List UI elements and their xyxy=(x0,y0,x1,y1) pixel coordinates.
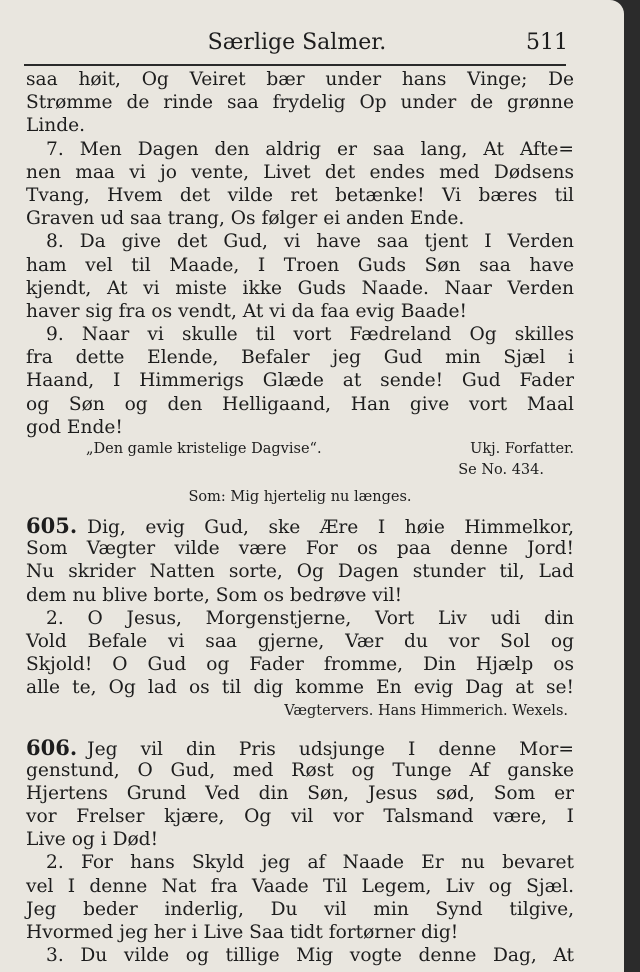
text-line: vor Frelser kjære, Og vil vor Talsmand være, I xyxy=(26,806,574,828)
text-line: og Søn og den Helligaand, Han give vort Maal xyxy=(26,393,574,415)
text-line: Hjertens Grund Ved din Søn, Jesus sød, Som er xyxy=(26,782,574,804)
text-line: nen maa vi jo vente, Livet det endes med Dødsens xyxy=(26,161,574,183)
text-line: Jeg beder inderlig, Du vil min Synd tilgive, xyxy=(26,898,574,920)
text-line: kjendt, At vi miste ikke Guds Naade. Naar Verden xyxy=(26,277,574,299)
author: Ukj. Forfatter. xyxy=(470,441,574,457)
text-line: Haand, I Himmerigs Glæde at sende! Gud Fader xyxy=(26,370,574,392)
text-line: Linde. xyxy=(26,115,86,137)
text-line: Vold Befale vi saa gjerne, Vær du vor Sol og xyxy=(26,630,574,652)
text-line: Strømme de rinde saa frydelig Op under de grønne xyxy=(26,92,574,114)
running-title: Særlige Salmer. xyxy=(207,30,387,55)
page-number: 511 xyxy=(526,30,568,55)
page-body xyxy=(26,68,574,967)
text-span: Dig, evig Gud, ske Ære I høie Himmelkor, xyxy=(87,517,574,538)
verse-start-line: 8. Da give det Gud, vi have saa tjent I Verden xyxy=(46,231,574,253)
text-line: dem nu blive borte, Som os bedrøve vil! xyxy=(26,584,403,606)
text-line: vel I denne Nat fra Vaade Til Legem, Liv og Sjæl. xyxy=(26,875,574,897)
text-line: Som Vægter vilde være For os paa denne Jord! xyxy=(26,538,574,560)
verse-start-line: 2. For hans Skyld jeg af Naade Er nu bevaret xyxy=(46,852,574,874)
hymn-first-line xyxy=(26,736,574,759)
spacer xyxy=(26,722,574,736)
text-line: Skjold! O Gud og Fader fromme, Din Hjælp os xyxy=(26,654,574,676)
text-line: Tvang, Hvem det vilde ret betænke! Vi bæres til xyxy=(26,184,574,206)
text-line: ham vel til Maade, I Troen Guds Søn saa have xyxy=(26,254,574,276)
verse-start-line: 3. Du vilde og tillige Mig vogte denne Dag, At xyxy=(46,945,574,967)
text-line: fra dette Elende, Befaler jeg Gud min Sjæl i xyxy=(26,347,574,369)
hymn-first-line xyxy=(26,514,574,537)
hymn-605-attribution: Vægtervers. Hans Himmerich. Wexels. xyxy=(284,702,568,719)
page-header xyxy=(26,30,568,60)
hymn-604-attribution xyxy=(26,439,574,460)
text-line: haver sig fra os vendt, At vi da faa evig Baade! xyxy=(26,300,467,322)
source-title: „Den gamle kristelige Dagvise“. xyxy=(86,441,322,457)
text-line: Graven ud saa trang, Os følger ei anden Ende. xyxy=(26,208,465,230)
text-line: saa høit, Og Veiret bær under hans Vinge; De xyxy=(26,69,574,90)
hymn-number: 606. xyxy=(26,734,78,760)
header-rule xyxy=(24,64,566,66)
cross-reference: Se No. 434. xyxy=(458,462,544,478)
verse-start-line: 2. O Jesus, Morgenstjerne, Vort Liv udi din xyxy=(46,607,574,629)
text-span: Jeg vil din Pris udsjunge I denne Mor= xyxy=(87,738,574,760)
melody-indication: Som: Mig hjertelig nu længes. xyxy=(188,489,412,505)
text-line: god Ende! xyxy=(26,416,123,438)
text-line: alle te, Og lad os til dig komme En evig Dag at se! xyxy=(26,677,574,699)
verse-start-line: 9. Naar vi skulle til vort Fædreland Og skilles xyxy=(46,324,574,346)
text-line: Live og i Død! xyxy=(26,829,159,851)
text-line: Nu skrider Natten sorte, Og Dagen stunder til, Lad xyxy=(26,561,574,583)
verse-start-line: 7. Men Dagen den aldrig er saa lang, At Afte= xyxy=(46,138,574,160)
text-line: genstund, O Gud, med Røst og Tunge Af ganske xyxy=(26,759,574,781)
hymn-number: 605. xyxy=(26,513,78,538)
text-line: Hvormed jeg her i Live Saa tidt fortørner dig! xyxy=(26,922,459,943)
